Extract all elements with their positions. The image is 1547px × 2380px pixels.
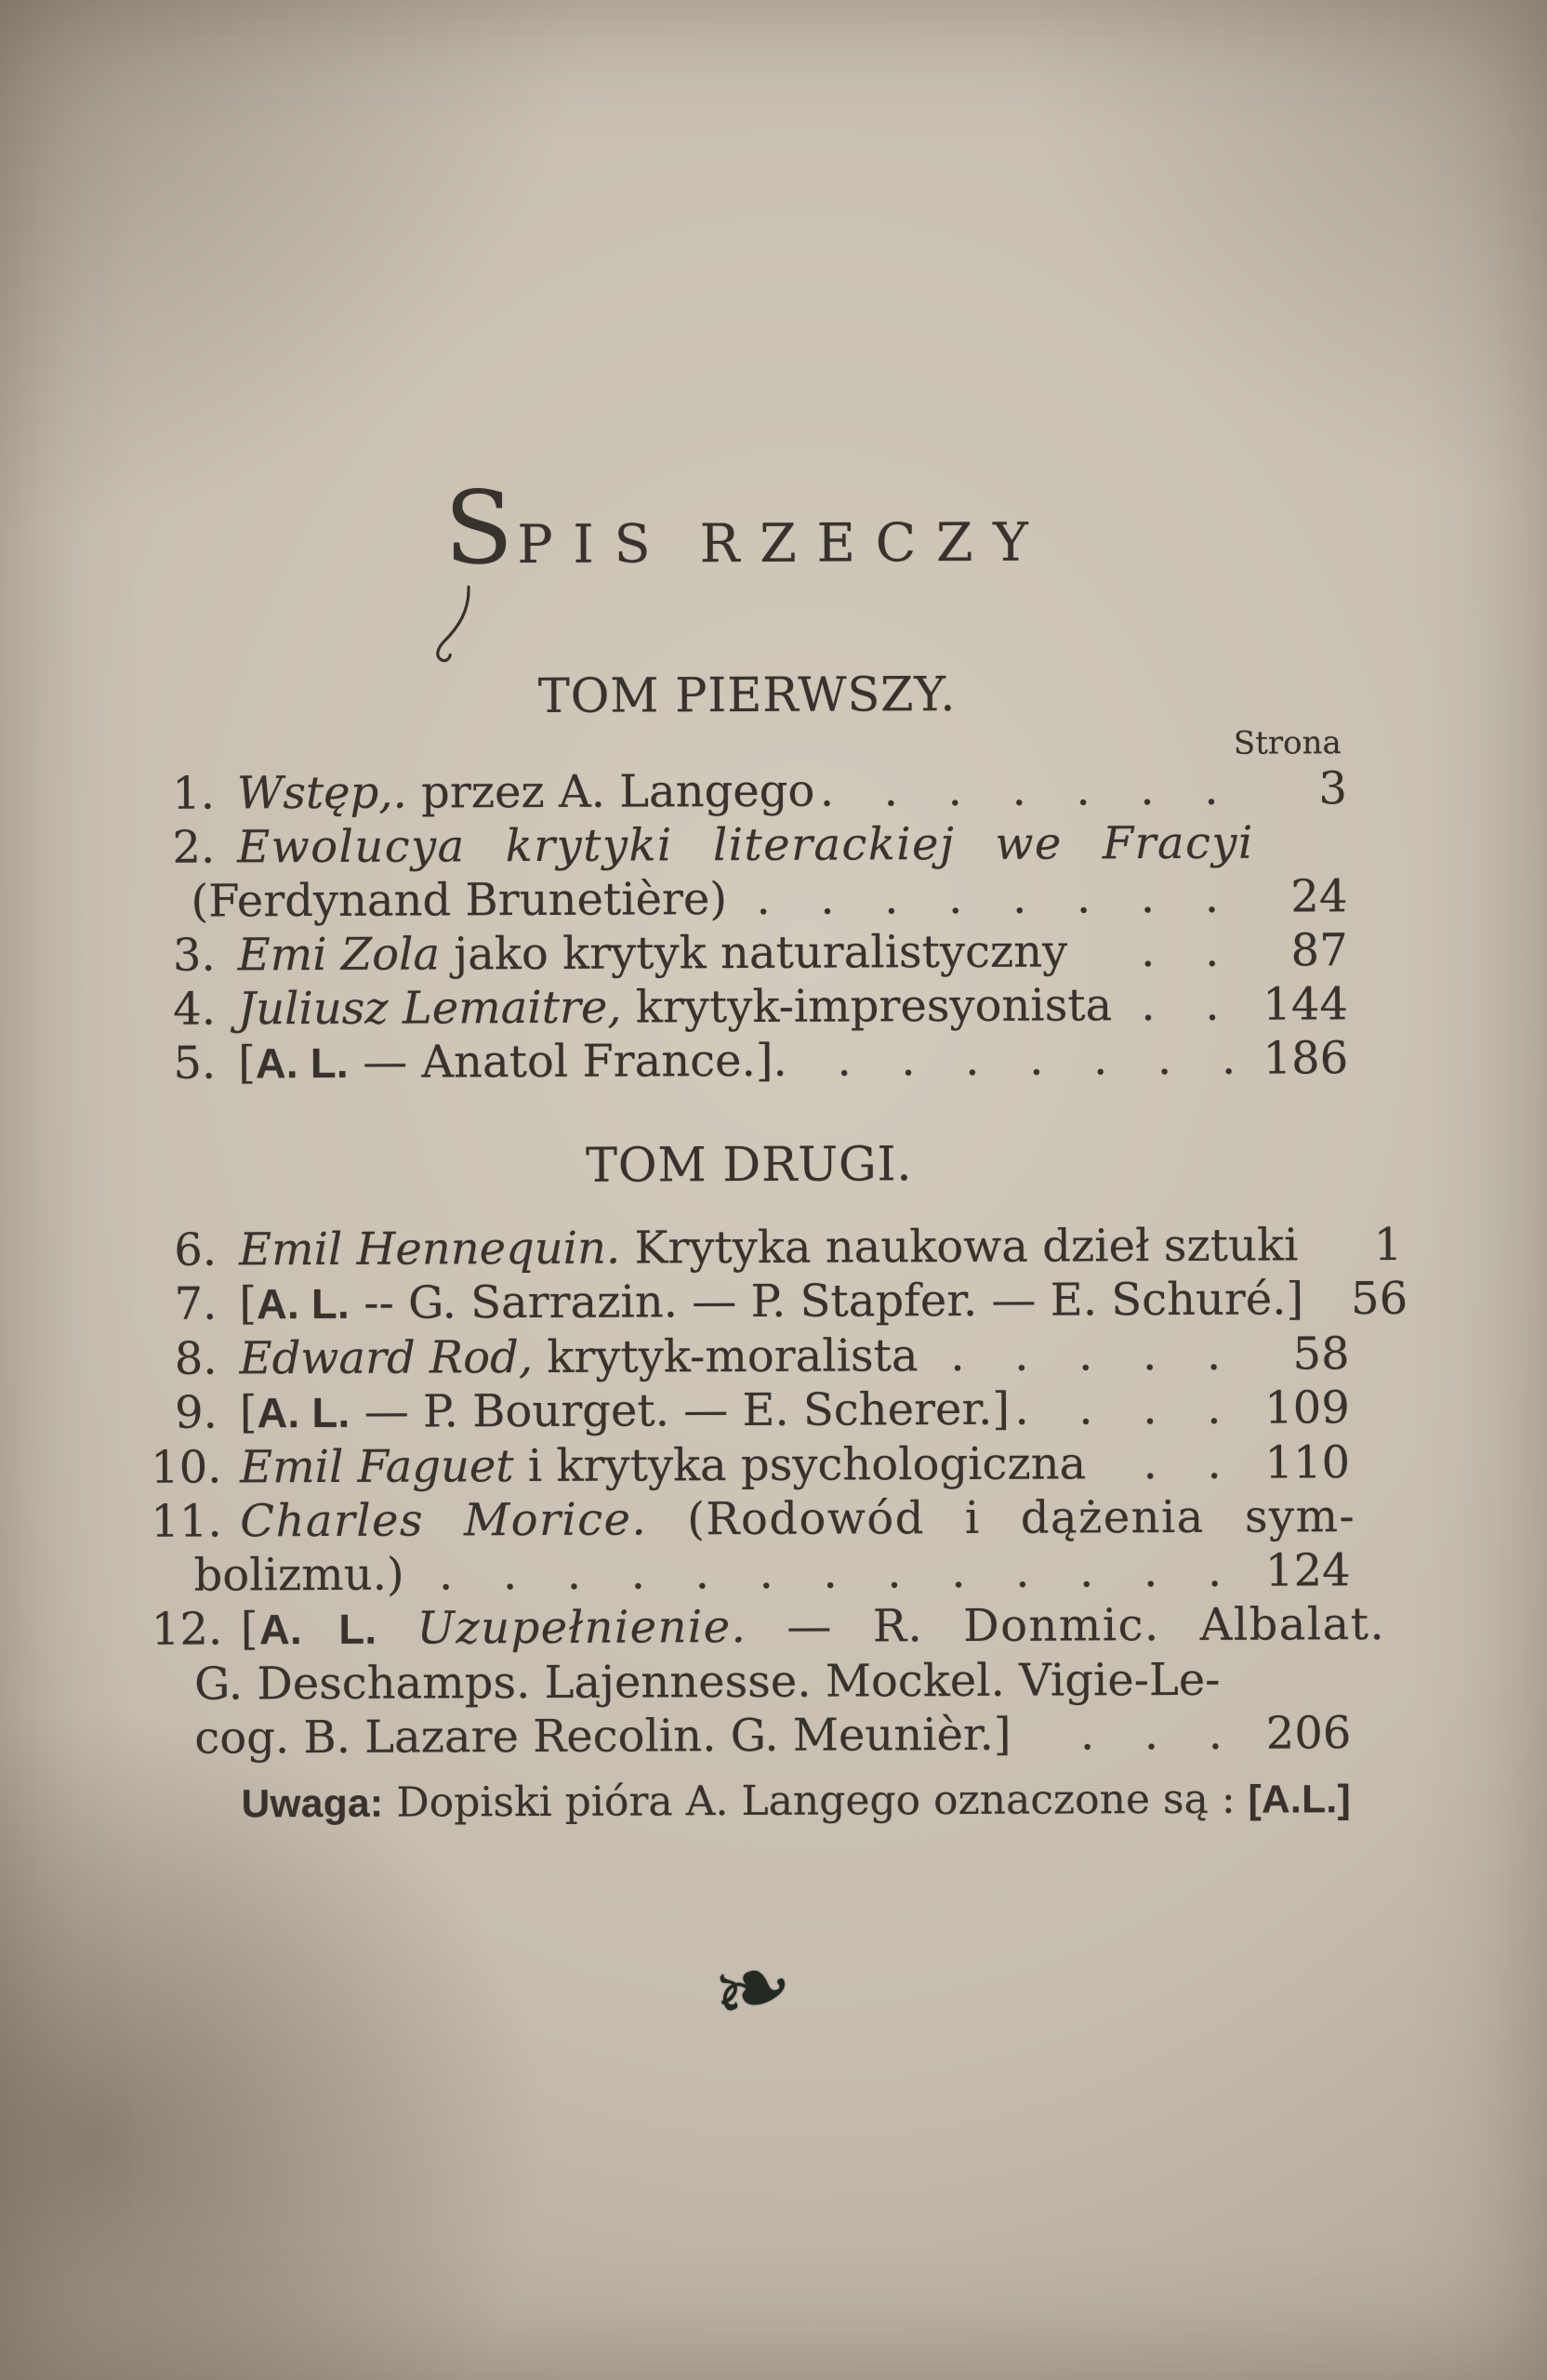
toc-row-text: Wstęp,. przez A. Langego	[236, 764, 815, 820]
leader-dots: . .	[1140, 924, 1220, 978]
toc-row-text: Emil Faguet i krytyka psychologiczna	[239, 1437, 1087, 1494]
fleuron-icon: ❧	[699, 1924, 806, 2054]
toc-row-text: Edward Rod, krytyk-moralista	[239, 1329, 919, 1385]
toc-page-number: 24	[1290, 870, 1348, 923]
title-word2: RZECZY	[699, 511, 1049, 575]
toc-row-text: Ewolucya krytyki literackiej we Fracyi	[237, 816, 1254, 874]
toc-row-number: 6.	[174, 1223, 218, 1276]
toc-row-text: [A. L. — P. Bourget. — E. Scherer.]	[239, 1382, 1011, 1439]
toc-row-text: (Ferdynand Brunetière)	[191, 873, 728, 928]
toc-row-text: Juliusz Lemaitre, krytyk-impresyonista	[237, 979, 1113, 1036]
toc-row	[149, 977, 1348, 1037]
toc-row-number: 9.	[174, 1386, 218, 1439]
toc-page-number: 3	[1318, 762, 1348, 815]
toc-row	[149, 923, 1348, 983]
leader-dots: . . . . . . . .	[773, 1032, 1236, 1087]
leader-dots: . .	[1141, 978, 1220, 1032]
toc-page-number: 144	[1263, 978, 1349, 1031]
swash-tail	[431, 587, 474, 665]
toc-row-text: bolizmu.)	[193, 1548, 404, 1602]
toc-row	[152, 1706, 1351, 1765]
tom-heading: TOM PIERWSZY.	[537, 668, 957, 724]
leader-dots: . . . . . . . . . . . . .	[438, 1544, 1223, 1601]
note-label: Uwaga:	[241, 1780, 384, 1826]
toc-page-number: 186	[1263, 1032, 1349, 1085]
toc-row-number: 4.	[173, 983, 217, 1036]
toc-row-number: 3.	[172, 929, 216, 982]
toc-row-number: 2.	[172, 821, 216, 874]
tom-heading: TOM DRUGI.	[585, 1137, 913, 1194]
toc-row	[152, 1652, 1351, 1712]
note-al-tag: [A.L.]	[1248, 1777, 1352, 1821]
toc-page-number: 206	[1265, 1707, 1352, 1760]
toc-row-text: Charles Morice. (Rodowód i dążenia sym-	[240, 1490, 1356, 1548]
toc-row	[151, 1543, 1350, 1603]
leader-dots: . . . . . . . .	[756, 870, 1220, 925]
toc-row	[151, 1381, 1350, 1441]
toc-row-text: cog. B. Lazare Recolin. G. Meunièr.]	[194, 1708, 1012, 1765]
toc-sections	[147, 667, 1408, 1765]
title-word1-rest: PIS	[517, 513, 671, 576]
toc-page-number: 87	[1290, 924, 1348, 977]
leader-dots: . . . . . . .	[819, 762, 1219, 817]
leader-space	[1221, 1694, 1352, 1695]
toc-row-text: G. Deschamps. Lajennesse. Mockel. Vigie-Le-	[193, 1653, 1221, 1711]
leader-dots: . . . . .	[950, 1328, 1222, 1382]
toc-row-number: 12.	[151, 1603, 223, 1656]
book-page	[144, 0, 1408, 2054]
toc-row	[148, 815, 1347, 875]
toc-row	[150, 1218, 1403, 1277]
toc-row-number: 11.	[151, 1495, 222, 1548]
toc-row-number: 10.	[150, 1441, 222, 1494]
toc-row	[149, 1031, 1348, 1091]
toc-section-1	[147, 667, 1348, 1091]
note-line	[242, 1773, 1352, 1830]
toc-rows	[148, 761, 1349, 1091]
toc-row-number: 5.	[173, 1037, 217, 1090]
toc-row-text: [A. L. -- G. Sarrazin. — P. Stapfer. — E. Schuré.]	[239, 1273, 1304, 1330]
strona-column-label: Strona	[1233, 724, 1342, 762]
toc-row-number: 8.	[174, 1332, 218, 1385]
toc-row-text: Emi Zola jako krytyk naturalistyczny	[237, 925, 1068, 982]
leader-dots: . .	[1143, 1436, 1222, 1490]
toc-row	[150, 1272, 1408, 1332]
note-text: Dopiski pióra A. Langego oznaczone są :	[383, 1775, 1249, 1827]
toc-page-number: 56	[1350, 1272, 1408, 1326]
toc-row	[151, 1489, 1356, 1549]
toc-page-number: 124	[1264, 1544, 1351, 1597]
page-title	[147, 470, 1347, 672]
toc-page-number: 110	[1264, 1436, 1351, 1489]
toc-row-number: 1.	[172, 767, 216, 820]
toc-row	[150, 1327, 1349, 1386]
toc-row-text: Emil Hennequin. Krytyka naukowa dzieł sztuki	[238, 1219, 1299, 1276]
toc-row-number: 7.	[174, 1277, 218, 1330]
toc-row-text: [A. L. — Anatol France.]	[238, 1034, 774, 1090]
toc-page-number: 58	[1292, 1328, 1350, 1381]
fleuron-ornament	[152, 1924, 1352, 2054]
toc-page-number: 1	[1373, 1218, 1403, 1272]
leader-dots: . . .	[1079, 1707, 1223, 1761]
leader-dots: . . . .	[1014, 1382, 1222, 1435]
toc-rows	[150, 1218, 1408, 1765]
toc-row	[148, 761, 1347, 821]
toc-row	[151, 1435, 1350, 1495]
toc-row-text: [A. L. Uzupełnienie. — R. Donmic. Albalat.	[240, 1598, 1386, 1656]
toc-section-2	[150, 1136, 1408, 1765]
toc-row	[148, 869, 1347, 929]
toc-page-number: 109	[1264, 1382, 1350, 1435]
toc-row	[151, 1597, 1386, 1658]
